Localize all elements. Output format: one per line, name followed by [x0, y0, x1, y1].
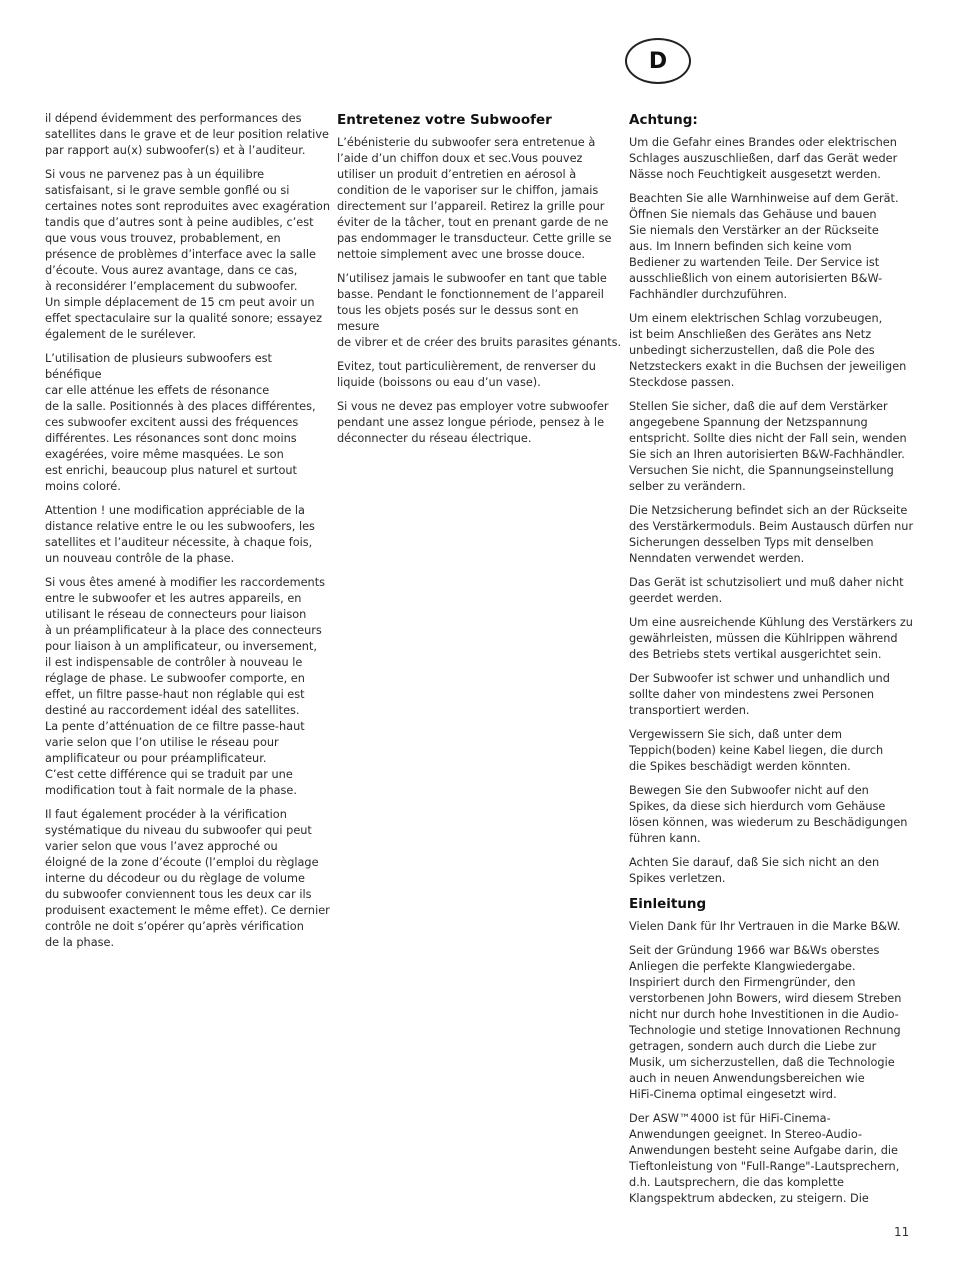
paragraph: Vielen Dank für Ihr Vertrauen in die Marke B&W.	[629, 920, 901, 933]
paragraph: Um einem elektrischen Schlag vorzubeugen, ist beim Anschließen des Gerätes ans Netz unbedingt sicherzustellen, daß die Pole des Netzsteckers exakt in die Buchsen der jeweiligen Steckdose passen.	[629, 312, 907, 389]
paragraph: Um eine ausreichende Kühlung des Verstärkers zu gewährleisten, müssen die Kühlrippen während des Betriebs stets vertikal ausgerichtet sein.	[629, 616, 913, 661]
section-heading-achtung: Achtung:	[629, 112, 698, 128]
section-heading-einleitung: Einleitung	[629, 896, 707, 912]
column-french-care	[337, 111, 622, 455]
column-german	[629, 111, 914, 1215]
paragraph: Si vous ne devez pas employer votre subwoofer pendant une assez longue période, pensez à le déconnecter du réseau électrique.	[337, 400, 609, 445]
paragraph: Vergewissern Sie sich, daß unter dem Teppich(boden) keine Kabel liegen, die durch die Spikes beschädigt werden könnten.	[629, 728, 884, 773]
paragraph: Der Subwoofer ist schwer und unhandlich und sollte daher von mindestens zwei Personen transportiert werden.	[629, 672, 890, 717]
paragraph: Das Gerät ist schutzisoliert und muß daher nicht geerdet werden.	[629, 576, 904, 605]
paragraph: Stellen Sie sicher, daß die auf dem Verstärker angegebene Spannung der Netzspannung entspricht. Sollte dies nicht der Fall sein, wenden Sie sich an Ihren autorisierten B&W-Fachhändler. Versuchen Sie nicht, die Spannungseinstellung selber zu verändern.	[629, 400, 907, 493]
paragraph: Il faut également procéder à la vérification systématique du niveau du subwoofer qui peut varier selon que vous l’avez approché ou éloigné de la zone d’écoute (l’emploi du règlage interne du décodeur ou du règlage de volume du subwoofer conviennent tous les deux car ils produisent exactement le même effet). Ce dernier contrôle ne doit s’opérer qu’après vérification de la phase.	[45, 808, 330, 949]
paragraph: Seit der Gründung 1966 war B&Ws oberstes Anliegen die perfekte Klangwiedergabe. Inspiriert durch den Firmengründer, den verstorbenen John Bowers, wird diesem Streben nicht nur durch hohe Investitionen in die Audio- Technologie und stetige Innovationen Rechnung getragen, sondern auch durch die Liebe zur Musik, um sicherzustellen, daß die Technologie auch in neuen Anwendungsbereichen wie HiFi-Cinema optimal eingesetzt wird.	[629, 944, 902, 1101]
paragraph: L’ébénisterie du subwoofer sera entretenue à l’aide d’un chiffon doux et sec.Vous pouvez utiliser un produit d’entretien en aérosol à condition de le vaporiser sur le chiffon, jamais directement sur l’appareil. Retirez la grille pour éviter de la tâcher, tout en prenant garde de ne pas endommager le transducteur. Cette grille se nettoie simplement avec une brosse douce.	[337, 136, 612, 261]
paragraph: Um die Gefahr eines Brandes oder elektrischen Schlages auszuschließen, darf das Gerät weder Nässe noch Feuchtigkeit ausgesetzt werden.	[629, 136, 898, 181]
paragraph: Attention ! une modification appréciable de la distance relative entre le ou les subwoofers, les satellites et l’auditeur nécessite, à chaque fois, un nouveau contrôle de la phase.	[45, 504, 315, 565]
paragraph: Si vous ne parvenez pas à un équilibre satisfaisant, si le grave semble gonflé ou si certaines notes sont reproduites avec exagération tandis que d’autres sont à peine audibles, c’est que vous vous trouvez, probablement, en présence de problèmes d’interface avec la salle d’écoute. Vous aurez avantage, dans ce cas, à reconsidérer l’emplacement du subwoofer. Un simple déplacement de 15 cm peut avoir un effet spectaculaire sur la qualité sonore; essayez également de le surélever.	[45, 168, 330, 341]
paragraph: N’utilisez jamais le subwoofer en tant que table basse. Pendant le fonctionnement de l’appareil tous les objets posés sur le dessus sont en mesure de vibrer et de créer des bruits parasites génants.	[337, 272, 622, 349]
language-badge: D	[625, 38, 691, 84]
section-heading-care: Entretenez votre Subwoofer	[337, 112, 552, 128]
paragraph: Beachten Sie alle Warnhinweise auf dem Gerät. Öffnen Sie niemals das Gehäuse und bauen Sie niemals den Verstärker an der Rückseite aus. Im Innern befinden sich keine vom Bediener zu wartenden Teile. Der Service ist ausschließlich von einem autorisierten B&W- Fachhändler durchzuführen.	[629, 192, 899, 301]
paragraph: L’utilisation de plusieurs subwoofers est bénéfique car elle atténue les effets de résonance de la salle. Positionnés à des places différentes, ces subwoofer excitent aussi des fréquences différentes. Les résonances sont donc moins exagérées, voire même masquées. Le son est enrichi, beaucoup plus naturel et surtout moins coloré.	[45, 352, 316, 493]
page-number: 11	[894, 1225, 910, 1239]
paragraph: Achten Sie darauf, daß Sie sich nicht an den Spikes verletzen.	[629, 856, 880, 885]
paragraph: Bewegen Sie den Subwoofer nicht auf den Spikes, da diese sich hierdurch vom Gehäuse lösen können, was wiederum zu Beschädigungen führen kann.	[629, 784, 908, 845]
paragraph: Evitez, tout particulièrement, de renverser du liquide (boissons ou eau d’un vase).	[337, 360, 596, 389]
paragraph: Der ASW™4000 ist für HiFi-Cinema- Anwendungen geeignet. In Stereo-Audio- Anwendungen besteht seine Aufgabe darin, die Tieftonleistung von "Full-Range"-Lautsprechern, d.h. Lautsprechern, die das komplette Klangspektrum abdecken, zu steigern. Die	[629, 1112, 900, 1205]
column-french-setup	[45, 111, 330, 959]
paragraph: Si vous êtes amené à modifier les raccordements entre le subwoofer et les autres appareils, en utilisant le réseau de connecteurs pour liaison à un préamplificateur à la place des connecteurs pour liaison à un amplificateur, ou inversement, il est indispensable de contrôler à nouveau le réglage de phase. Le subwoofer comporte, en effet, un filtre passe-haut non réglable qui est destiné au raccordement idéal des satellites. La pente d’atténuation de ce filtre passe-haut varie selon que l’on utilise le réseau pour amplificateur ou pour préamplificateur. C’est cette différence qui se traduit par une modification tout à fait normale de la phase.	[45, 576, 326, 797]
paragraph: Die Netzsicherung befindet sich an der Rückseite des Verstärkermoduls. Beim Austausch dürfen nur Sicherungen desselben Typs mit denselben Nenndaten verwendet werden.	[629, 504, 914, 565]
paragraph: il dépend évidemment des performances des satellites dans le grave et de leur position relative par rapport au(x) subwoofer(s) et à l’auditeur.	[45, 112, 329, 157]
